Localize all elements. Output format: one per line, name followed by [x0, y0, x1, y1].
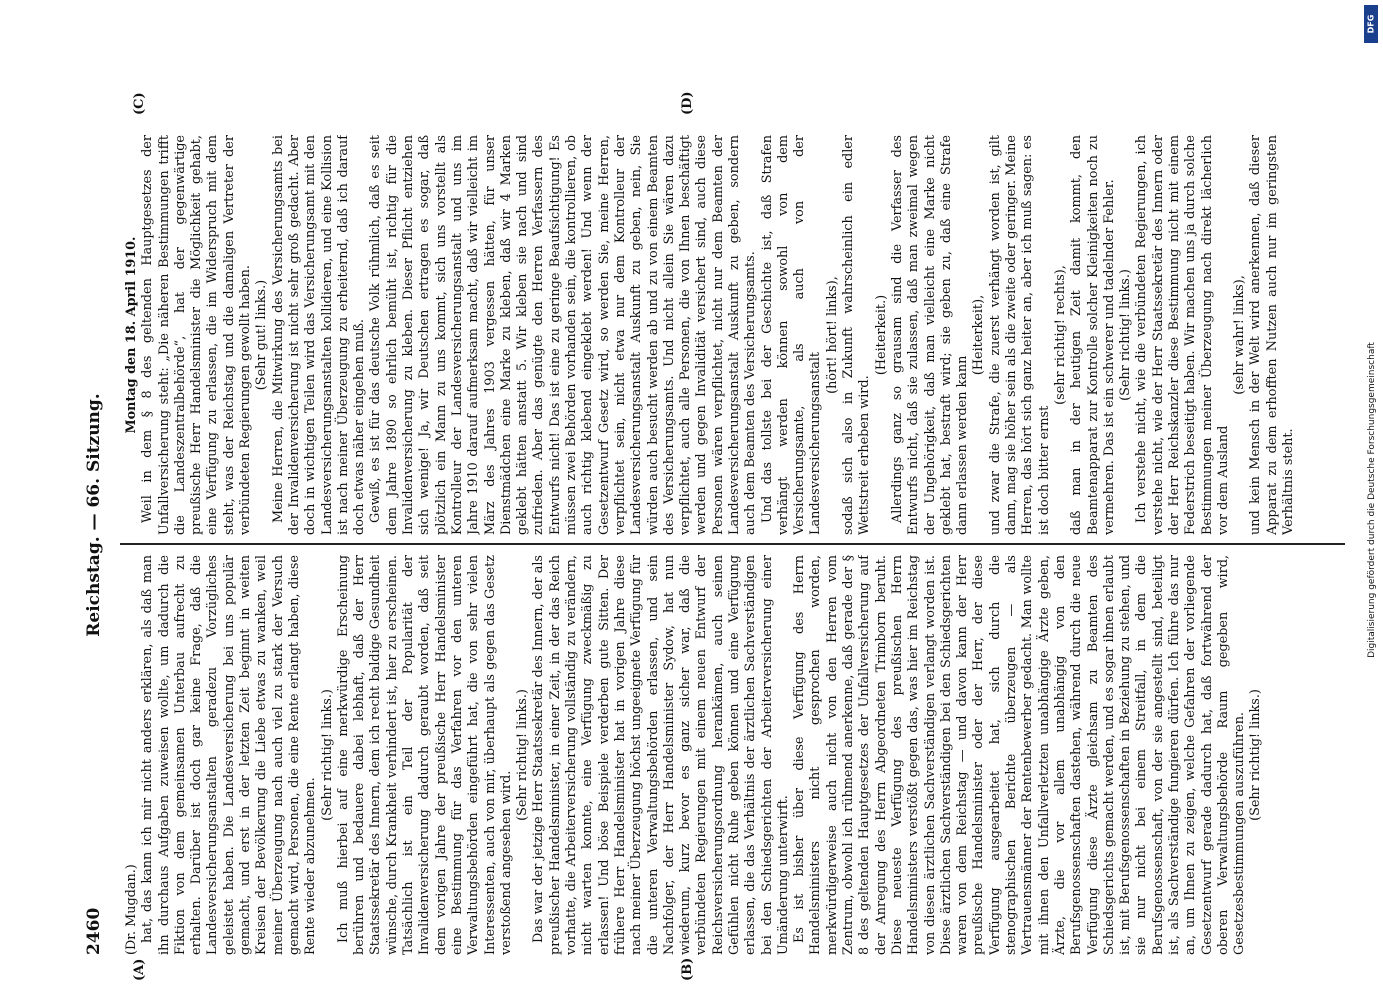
paragraph: Und das tollste bei der Geschichte ist, daß Strafen verhängt werden können sowohl von dem Versicherungsamte, als auch von der Landesversicherungsanstalt — [759, 135, 824, 535]
right-column — [124, 135, 1344, 535]
paragraph: Gewiß, es ist für das deutsche Volk rühmlich, daß es seit dem Jahre 1890 so ehrlich bemüht ist, richtig für die Invalidenversicherung zu kleben. Dieser Pflicht entziehen sich wenige! Ja, wir Deutschen ertragen es sogar, daß plötzlich ein Mann zu uns kommt, sich uns vorstellt als Kontrolleur der Landesversicherungsanstalt und uns im Jahre 1910 darauf aufmerksam macht, daß wir vielleicht im März des Jahres 1903 vergessen hätten, für unser Dienstmädchen eine Marke zu kleben, daß wir 4 Marken geklebt hätten anstatt 5. Wir kleben sie nach und sind zufrieden. Aber das genügte den Herren Verfassern des Entwurfs nicht! Das ist eine zu geringe Beaufsichtigung! Es müssen zwei Behörden vorhanden sein, die kontrollieren, ob auch richtig klebend eingeklebt werden! Und wenn der Gesetzentwurf Gesetz wird, so werden Sie, meine Herren, verpflichtet sein, nicht etwa nur dem Kontrolleur der Landesversicherungsanstalt Auskunft zu geben, nein, Sie würden auch besucht werden ab und zu von einem Beamten des Versicherungsamts. Und nicht allein Sie wären dazu verpflichtet, auch alle Personen, die von Ihnen beschäftigt werden und gegen Invalidität versichert sind, auch diese Personen wären verpflichtet, nicht nur dem Beamten der Landesversicherungsanstalt Auskunft zu geben, sondern auch dem Beamten des Versicherungsamts. — [368, 135, 759, 535]
running-header — [80, 75, 120, 955]
interjection: (Sehr gut! links.) — [254, 279, 270, 391]
speaker-name: (Dr. Mugdan.) — [124, 864, 139, 955]
page-number: 2460 — [84, 907, 104, 955]
header-left-title: Reichstag. — 66. Sitzung. — [84, 393, 104, 637]
interjection: (Heiterkeit.) — [873, 294, 889, 376]
paragraph: sodaß sich also in Zukunft wahrscheinlich ein edler Wettstreit erheben wird. — [841, 135, 873, 535]
header-right-title: Montag den 18. April 1910. — [124, 236, 139, 434]
interjection: (Sehr richtig! links.) — [515, 689, 531, 821]
paragraph: Allerdings ganz so grausam sind die Verfasser des Entwurfs nicht, daß sie zulassen, daß man zweimal wegen der Ungehörigkeit, daß man vielleicht eine Marke nicht geklebt hat, bestraft wird; sie geben zu, daß eine Strafe dann erlassen werden kann — [889, 135, 971, 535]
margin-mark-d: (D) — [680, 91, 695, 115]
dfg-logo-text: DFG — [1366, 14, 1376, 34]
rotated-page-content — [80, 75, 1350, 981]
paragraph: Es ist bisher über diese Verfügung des Herrn Handelsministers nicht gesprochen worden, merkwürdigerweise auch nicht von den Herren vom Zentrum, obwohl ich rühmend anerkenne, daß gerade der § 8 des geltenden Hauptgesetzes der Unfallversicherung auf der Anregung des Herrn Abgeordneten Trimborn beruht. Diese neueste Verfügung des preußischen Herrn Handelsministers verstößt gegen das, was hier im Reichstag von diesen ärztlichen Sachverständigen verlangt worden ist. Diese ärztlichen Sachverständigen bei den Schiedsgerichten waren von dem Reichstag — und davon kann der Herr preußische Handelsminister oder der Herr, der diese Verfügung ausgearbeitet hat, sich durch die stenographischen Berichte überzeugen — als Vertrauensmänner der Rentenbewerber gedacht. Man wollte mit ihnen den Unfallverletzten unabhängige Ärzte geben, Ärzte, die vor allem unabhängig von den Berufsgenossenschaften dastehen, während durch die neue Verfügung diese Ärzte gleichsam zu Beamten des Schiedsgerichts gemacht werden, und es sogar ihnen erlaubt ist, mit Berufsgenossenschaften in Beziehung zu stehen, und sie nur nicht bei einem Streitfall, in dem die Berufsgenossenschaft, von der sie angestellt sind, beteiligt ist, als Sachverständige fungieren dürfen. Ich führe das nur an, um Ihnen zu zeigen, welche Gefahren der vorliegende Gesetzentwurf gerade dadurch hat, daß fortwährend der oberen Verwaltungsbehörde Raum gegeben wird, Gesetzesbestimmungen auszuführen. — [792, 555, 1248, 955]
interjection: (Sehr richtig! links.) — [1248, 689, 1264, 821]
paragraph: Ich muß hierbei auf eine merkwürdige Erscheinung berühren und bedauere dabei lebhaft, daß der Herr Staatssekretär des Innern, dem ich recht baldige Gesundheit wünsche, durch Krankheit verhindert ist, hier zu erscheinen. Tatsächlich ist ein Teil der Popularität der Invalidenversicherung dadurch geraubt worden, daß seit dem vorigen Jahre der preußische Herr Handelsminister eine Bestimmung für das Verfahren vor den unteren Verwaltungsbehörden eingeführt hat, die von sehr vielen Interessenten, auch von mir, überhaupt als gegen das Gesetz verstoßend angesehen wird. — [335, 555, 514, 955]
paragraph: und kein Mensch in der Welt wird anerkennen, daß dieser Apparat zu dem erhofften Nutzen auch nur im geringsten Verhältnis steht. — [1248, 135, 1297, 535]
dfg-logo — [1364, 5, 1378, 43]
left-column — [124, 555, 1344, 955]
paragraph: hat, das kann ich mir nicht anders erklären, als daß man ihn durchaus Aufgaben zuweisen wollte, um dadurch die Fiktion von dem gemeinsamen Unterbau aufrecht zu erhalten. Darüber ist doch gar keine Frage, daß die Landesversicherungsanstalten geradezu Vorzügliches geleistet haben. Die Landesversicherung bei uns populär gemacht, und erst in der letzten Zeit beginnt in weiten Kreisen der Bevölkerung die Liebe etwas zu wanken, weil meiner Überzeugung nach auch viel zu stark der Versuch gemacht wird, Personen, die eine Rente erlangt haben, diese Rente wieder abzunehmen. — [140, 555, 319, 955]
interjection: (sehr wahr! links), — [1232, 275, 1248, 395]
paragraph: Weil in dem § 8 des geltenden Hauptgesetzes der Unfallversicherung steht: „Die näheren Bestimmungen trifft die Landeszentralbehörde“, hat der gegenwärtige preußische Herr Handelsminister die Möglichkeit gehabt, eine Verfügung zu erlassen, die im Widerspruch mit dem steht, was der Reichstag und die damaligen Vertreter der verbündeten Regierungen gewollt haben. — [140, 135, 254, 535]
paragraph: und zwar die Strafe, die zuerst verhängt worden ist, gilt dann, mag sie höher sein als die zweite oder geringer. Meine Herren, das hört sich ganz heiter an, aber ich muß sagen: es ist doch bitter ernst — [987, 135, 1052, 535]
paragraph: Meine Herren, die Mitwirkung des Versicherungsamts bei der Invalidenversicherung ist nicht sehr groß gedacht. Aber doch in wichtigen Teilen wird das Versicherungsamt mit den Landesversicherungsanstalten kollidieren, und eine Kollision ist nach meiner Überzeugung zu erheiternd, daß ich darauf doch etwas näher eingehen muß. — [270, 135, 368, 535]
paragraph: Ich verstehe nicht, wie die verbündeten Regierungen, ich verstehe nicht, wie der Herr Staatssekretär des Innern oder der Herr Reichskanzler diese Bestimmung nicht mit einem Federstrich beseitigt haben. Wir machen uns ja durch solche Bestimmungen meiner Überzeugung nach direkt lächerlich vor dem Ausland — [1134, 135, 1231, 535]
interjection: (Sehr richtig! links.) — [1118, 269, 1134, 401]
digitization-credit: Digitalisierung gefördert durch die Deutsche Forschungsgemeinschaft — [1367, 342, 1377, 658]
margin-mark-a: (A) — [132, 958, 147, 981]
interjection: (sehr richtig! rechts), — [1052, 265, 1068, 405]
interjection: (Sehr richtig! links.) — [319, 689, 335, 821]
margin-mark-c: (C) — [132, 92, 147, 115]
interjection: (Heiterkeit), — [971, 294, 987, 376]
paragraph: daß man in der heutigen Zeit damit kommt, den Beamtenapparat zur Kontrolle solcher Kleinigkeiten noch zu vermehren. Das ist ein schwerer und tadelnder Fehler. — [1069, 135, 1117, 535]
paragraph: Das war der jetzige Herr Staatssekretär des Innern, der als preußischer Handelsminister, in einer Zeit, in der das Reich vorhatte, die Arbeiterversicherung vollständig zu verändern, nicht warten konnte, eine Verfügung zweckmäßig zu erlassen! Und böse Beispiele verderben gute Sitten. Der frühere Herr Handelsminister hat in vorigen Jahre diese nach meiner Überzeugung höchst ungeeignete Verfügung für die unteren Verwaltungsbehörden erlassen, und sein Nachfolger, der Herr Handelsminister Sydow, hat nun wiederum, kurz bevor es ganz sicher war, daß die verbündeten Regierungen mit einem neuen Entwurf der Reichsversicherungsordnung herankämen, auch seinen Gefühlen nicht Ruhe geben können und eine Verfügung erlassen, die das Verhältnis der ärztlichen Sachverständigen bei den Schiedsgerichten der Arbeiterversicherung einer Umänderung unterwirft. — [531, 555, 791, 955]
margin-mark-b: (B) — [680, 957, 695, 981]
column-divider — [120, 543, 1345, 545]
interjection: (hört! hört! links), — [824, 276, 840, 394]
